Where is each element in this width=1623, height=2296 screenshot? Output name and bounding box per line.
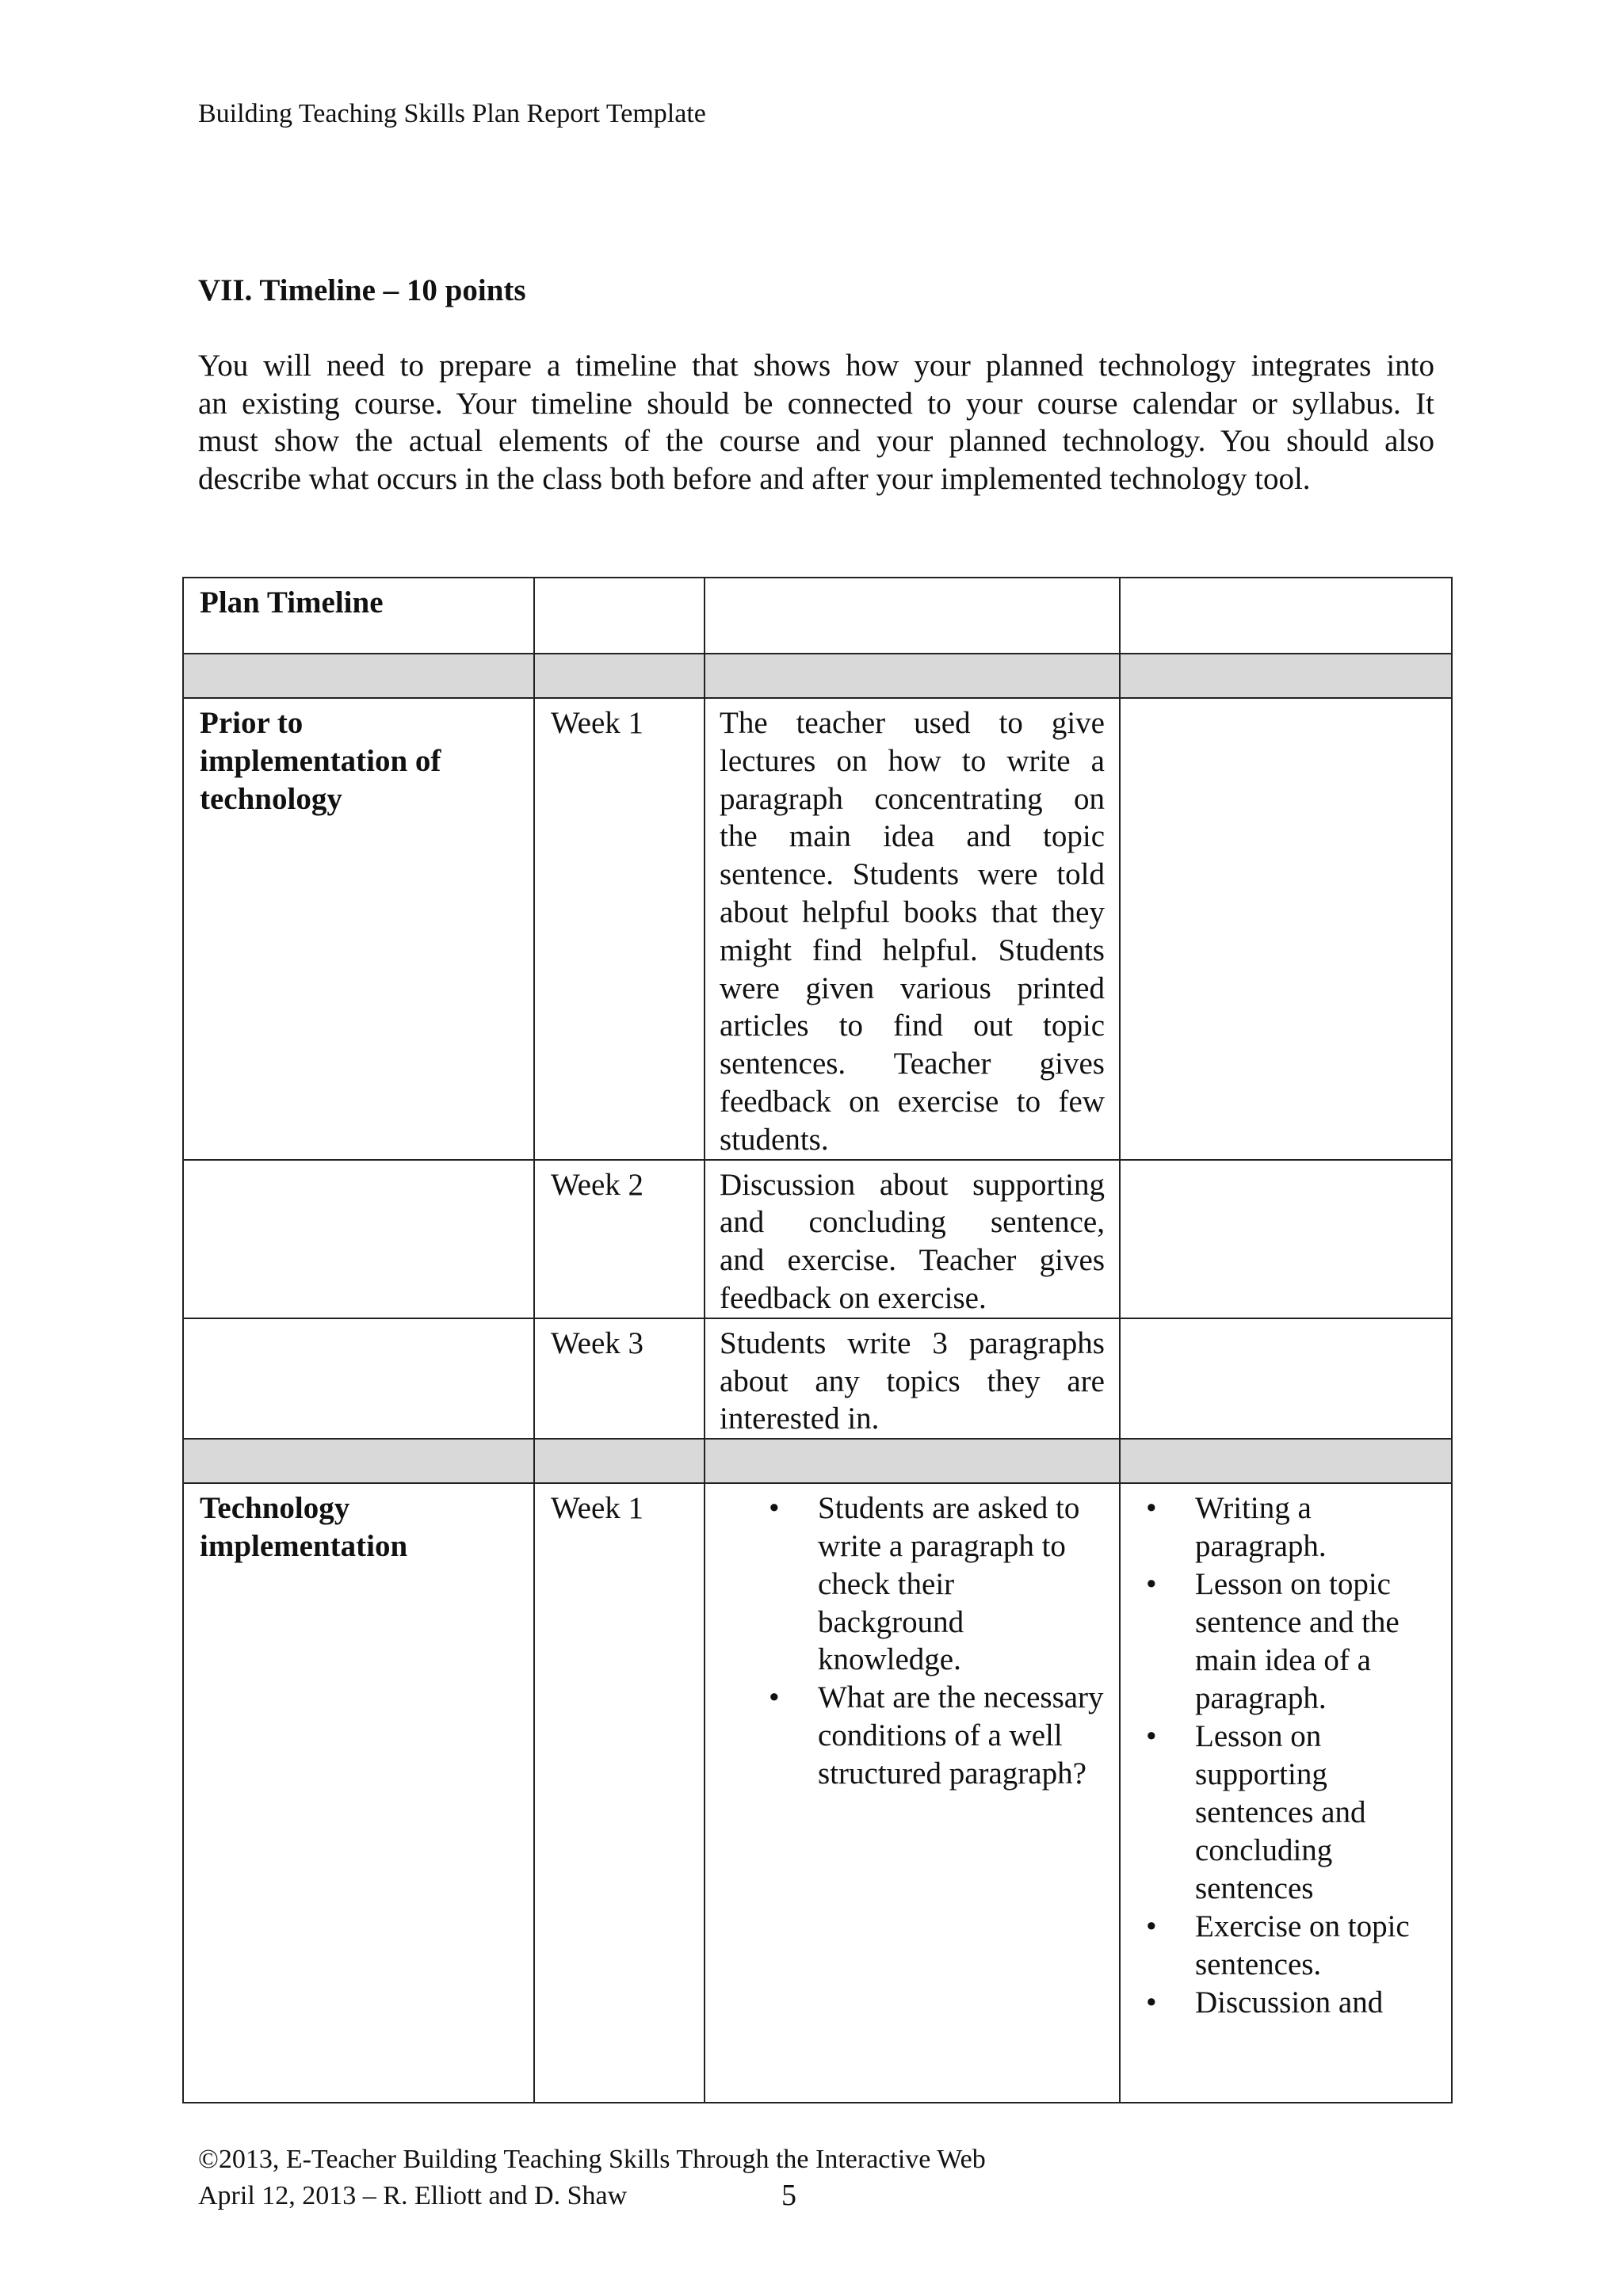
empty-cell (1120, 578, 1452, 654)
empty-cell (183, 1318, 534, 1439)
week-label: Week 2 (534, 1160, 705, 1318)
footer-authors: April 12, 2013 – R. Elliott and D. Shaw (198, 2181, 628, 2210)
list-item: • Writing a paragraph. (1195, 1489, 1438, 1566)
list-item: • Exercise on topic sentences. (1195, 1908, 1438, 1984)
intro-paragraph (198, 347, 1434, 498)
empty-cell (534, 578, 705, 654)
list-item: • Lesson on supporting sentences and concluding sentences (1195, 1718, 1438, 1908)
intro-line: You will need to prepare a timeline that shows how your planned technology integrates into (198, 349, 1434, 383)
table-row (183, 1483, 1452, 2103)
empty-cell (705, 578, 1120, 654)
section-title: VII. Timeline – 10 points (198, 273, 526, 307)
table-row (183, 1160, 1452, 1318)
table-header-row (183, 578, 1452, 654)
prior-label: Prior to implementation of technology (183, 698, 534, 1160)
list-item: • Discussion and (1195, 1984, 1438, 2022)
list-item: • Lesson on topic sentence and the main idea of a paragraph. (1195, 1566, 1438, 1718)
technology-activities (705, 1483, 1120, 2103)
week-label: Week 1 (534, 698, 705, 1160)
intro-line: describe what occurs in the class both before and after your implemented technology tool. (198, 461, 1311, 496)
table-row (183, 698, 1452, 1160)
empty-cell (1120, 1160, 1452, 1318)
technology-topics (1120, 1483, 1452, 2103)
table-row (183, 1318, 1452, 1439)
list-item: • What are the necessary conditions of a well structured paragraph? (818, 1679, 1105, 1792)
footer (198, 2142, 986, 2214)
footer-copyright: ©2013, E-Teacher Building Teaching Skills Through the Interactive Web (198, 2145, 986, 2174)
empty-cell (1120, 1318, 1452, 1439)
intro-line: an existing course. Your timeline should be connected to your course calendar or syllabus. It (198, 386, 1434, 421)
week1-description: The teacher used to give lectures on how to write a paragraph concentrating on the main idea and topic sentence. Students were told about helpful books that they might find helpful. Students were given various printed articles to find out topic sentences. Teacher gives feedback on exercise to few students. (705, 698, 1120, 1160)
empty-cell (183, 1160, 534, 1318)
plan-timeline-header: Plan Timeline (183, 578, 534, 654)
intro-line: must show the actual elements of the course and your planned technology. You should also (198, 424, 1434, 459)
week-label: Week 1 (534, 1483, 705, 2103)
technology-implementation-label: Technology implementation (183, 1483, 534, 2103)
separator-row (183, 654, 1452, 698)
plan-timeline-table (182, 577, 1453, 2103)
separator-row (183, 1439, 1452, 1483)
empty-cell (1120, 698, 1452, 1160)
running-header: Building Teaching Skills Plan Report Template (198, 99, 706, 128)
list-item: • Students are asked to write a paragraph to check their background knowledge. (818, 1489, 1105, 1679)
week3-description: Students write 3 paragraphs about any topics they are interested in. (705, 1318, 1120, 1439)
week-label: Week 3 (534, 1318, 705, 1439)
week2-description: Discussion about supporting and concluding sentence, and exercise. Teacher gives feedback on exercise. (705, 1160, 1120, 1318)
page-number: 5 (781, 2179, 796, 2212)
